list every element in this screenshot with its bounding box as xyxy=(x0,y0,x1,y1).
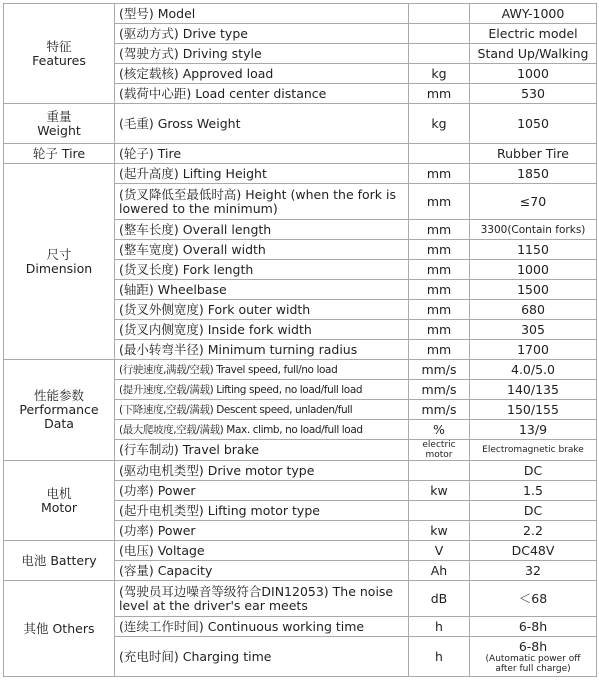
unit-overall-width: mm xyxy=(409,240,470,260)
unit-lifting-power: kw xyxy=(409,521,470,541)
table-row xyxy=(4,144,597,164)
item-capacity: (容量) Capacity xyxy=(115,561,409,581)
unit-descent-speed: mm/s xyxy=(409,400,470,420)
unit-model xyxy=(409,4,470,24)
unit-approved-load: kg xyxy=(409,64,470,84)
item-voltage: (电压) Voltage xyxy=(115,541,409,561)
unit-voltage: V xyxy=(409,541,470,561)
spec-table xyxy=(3,3,597,677)
value-noise-level: ＜68 xyxy=(470,581,597,617)
item-inside-fork-width: (货叉内侧宽度) Inside fork width xyxy=(115,320,409,340)
category-performance: 性能参数 Performance Data xyxy=(4,360,115,461)
unit-lifting-motor-type xyxy=(409,501,470,521)
item-model: (型号) Model xyxy=(115,4,409,24)
unit-continuous-working: h xyxy=(409,617,470,637)
item-continuous-working: (连续工作时间) Continuous working time xyxy=(115,617,409,637)
item-drive-type: (驱动方式) Drive type xyxy=(115,24,409,44)
item-drive-motor-type: (驱动电机类型) Drive motor type xyxy=(115,461,409,481)
table-row xyxy=(4,164,597,184)
unit-drive-motor-type xyxy=(409,461,470,481)
unit-max-climb: % xyxy=(409,420,470,440)
value-continuous-working: 6-8h xyxy=(470,617,597,637)
item-overall-length: (整车长度) Overall length xyxy=(115,220,409,240)
value-voltage: DC48V xyxy=(470,541,597,561)
value-capacity: 32 xyxy=(470,561,597,581)
item-noise-level: (驾驶员耳边噪音等级符合DIN12053) The noise level at the driver's ear meets xyxy=(115,581,409,617)
item-travel-speed: (行驶速度,满载/空载) Travel speed, full/no load xyxy=(115,360,409,380)
value-model: AWY-1000 xyxy=(470,4,597,24)
category-others: 其他 Others xyxy=(4,581,115,677)
value-drive-type: Electric model xyxy=(470,24,597,44)
value-lifting-height: 1850 xyxy=(470,164,597,184)
charging-time-value: 6-8h xyxy=(518,638,548,654)
unit-lifting-speed: mm/s xyxy=(409,380,470,400)
table-row xyxy=(4,581,597,617)
unit-drive-type xyxy=(409,24,470,44)
value-fork-length: 1000 xyxy=(470,260,597,280)
unit-wheelbase: mm xyxy=(409,280,470,300)
value-lifting-power: 2.2 xyxy=(470,521,597,541)
unit-capacity: Ah xyxy=(409,561,470,581)
item-lifting-speed: (提升速度,空载/满载) Lifting speed, no load/full load xyxy=(115,380,409,400)
unit-lifting-height: mm xyxy=(409,164,470,184)
value-max-climb: 13/9 xyxy=(470,420,597,440)
unit-gross-weight: kg xyxy=(409,104,470,144)
item-overall-width: (整车宽度) Overall width xyxy=(115,240,409,260)
value-descent-speed: 150/155 xyxy=(470,400,597,420)
table-row xyxy=(4,4,597,24)
category-features: 特征 Features xyxy=(4,4,115,104)
item-fork-length: (货叉长度) Fork length xyxy=(115,260,409,280)
item-lifting-height: (起升高度) Lifting Height xyxy=(115,164,409,184)
unit-noise-level: dB xyxy=(409,581,470,617)
item-fork-outer-width: (货叉外侧宽度) Fork outer width xyxy=(115,300,409,320)
value-lowered-height: ≤70 xyxy=(470,184,597,220)
value-tire: Rubber Tire xyxy=(470,144,597,164)
value-approved-load: 1000 xyxy=(470,64,597,84)
item-tire: (轮子) Tire xyxy=(115,144,409,164)
item-driving-style: (驾驶方式) Driving style xyxy=(115,44,409,64)
item-lowered-height: (货叉降低至最低时高) Height (when the fork is lowered to the minimum) xyxy=(115,184,409,220)
item-turning-radius: (最小转弯半径) Minimum turning radius xyxy=(115,340,409,360)
item-lifting-power: (功率) Power xyxy=(115,521,409,541)
table-row xyxy=(4,541,597,561)
category-motor: 电机 Motor xyxy=(4,461,115,541)
unit-drive-power: kw xyxy=(409,481,470,501)
value-drive-power: 1.5 xyxy=(470,481,597,501)
unit-driving-style xyxy=(409,44,470,64)
category-dimension: 尺寸 Dimension xyxy=(4,164,115,360)
item-wheelbase: (轴距) Wheelbase xyxy=(115,280,409,300)
value-inside-fork-width: 305 xyxy=(470,320,597,340)
value-travel-brake: Electromagnetic brake xyxy=(470,440,597,461)
item-approved-load: (核定载核) Approved load xyxy=(115,64,409,84)
category-tire: 轮子 Tire xyxy=(4,144,115,164)
item-max-climb: (最大爬坡度,空载/满载) Max. climb, no load/full load xyxy=(115,420,409,440)
unit-load-center: mm xyxy=(409,84,470,104)
unit-fork-length: mm xyxy=(409,260,470,280)
unit-turning-radius: mm xyxy=(409,340,470,360)
category-weight: 重量 Weight xyxy=(4,104,115,144)
item-gross-weight: (毛重) Gross Weight xyxy=(115,104,409,144)
value-driving-style: Stand Up/Walking xyxy=(470,44,597,64)
value-lifting-motor-type: DC xyxy=(470,501,597,521)
value-wheelbase: 1500 xyxy=(470,280,597,300)
unit-overall-length: mm xyxy=(409,220,470,240)
unit-travel-brake: electric motor xyxy=(409,440,470,461)
value-charging-time xyxy=(470,637,597,677)
value-overall-length: 3300(Contain forks) xyxy=(470,220,597,240)
item-descent-speed: (下降速度,空载/满载) Descent speed, unladen/full xyxy=(115,400,409,420)
value-drive-motor-type: DC xyxy=(470,461,597,481)
category-battery: 电池 Battery xyxy=(4,541,115,581)
value-overall-width: 1150 xyxy=(470,240,597,260)
value-load-center: 530 xyxy=(470,84,597,104)
value-gross-weight: 1050 xyxy=(470,104,597,144)
unit-inside-fork-width: mm xyxy=(409,320,470,340)
table-row xyxy=(4,360,597,380)
value-travel-speed: 4.0/5.0 xyxy=(470,360,597,380)
item-load-center: (载荷中心距) Load center distance xyxy=(115,84,409,104)
table-row xyxy=(4,461,597,481)
unit-fork-outer-width: mm xyxy=(409,300,470,320)
unit-travel-speed: mm/s xyxy=(409,360,470,380)
value-turning-radius: 1700 xyxy=(470,340,597,360)
item-travel-brake: (行车制动) Travel brake xyxy=(115,440,409,461)
unit-tire xyxy=(409,144,470,164)
item-charging-time: (充电时间) Charging time xyxy=(115,637,409,677)
unit-lowered-height: mm xyxy=(409,184,470,220)
value-lifting-speed: 140/135 xyxy=(470,380,597,400)
table-row xyxy=(4,104,597,144)
charging-time-note: (Automatic power off after full charge) xyxy=(485,653,581,674)
item-drive-power: (功率) Power xyxy=(115,481,409,501)
unit-charging-time: h xyxy=(409,637,470,677)
value-fork-outer-width: 680 xyxy=(470,300,597,320)
item-lifting-motor-type: (起升电机类型) Lifting motor type xyxy=(115,501,409,521)
